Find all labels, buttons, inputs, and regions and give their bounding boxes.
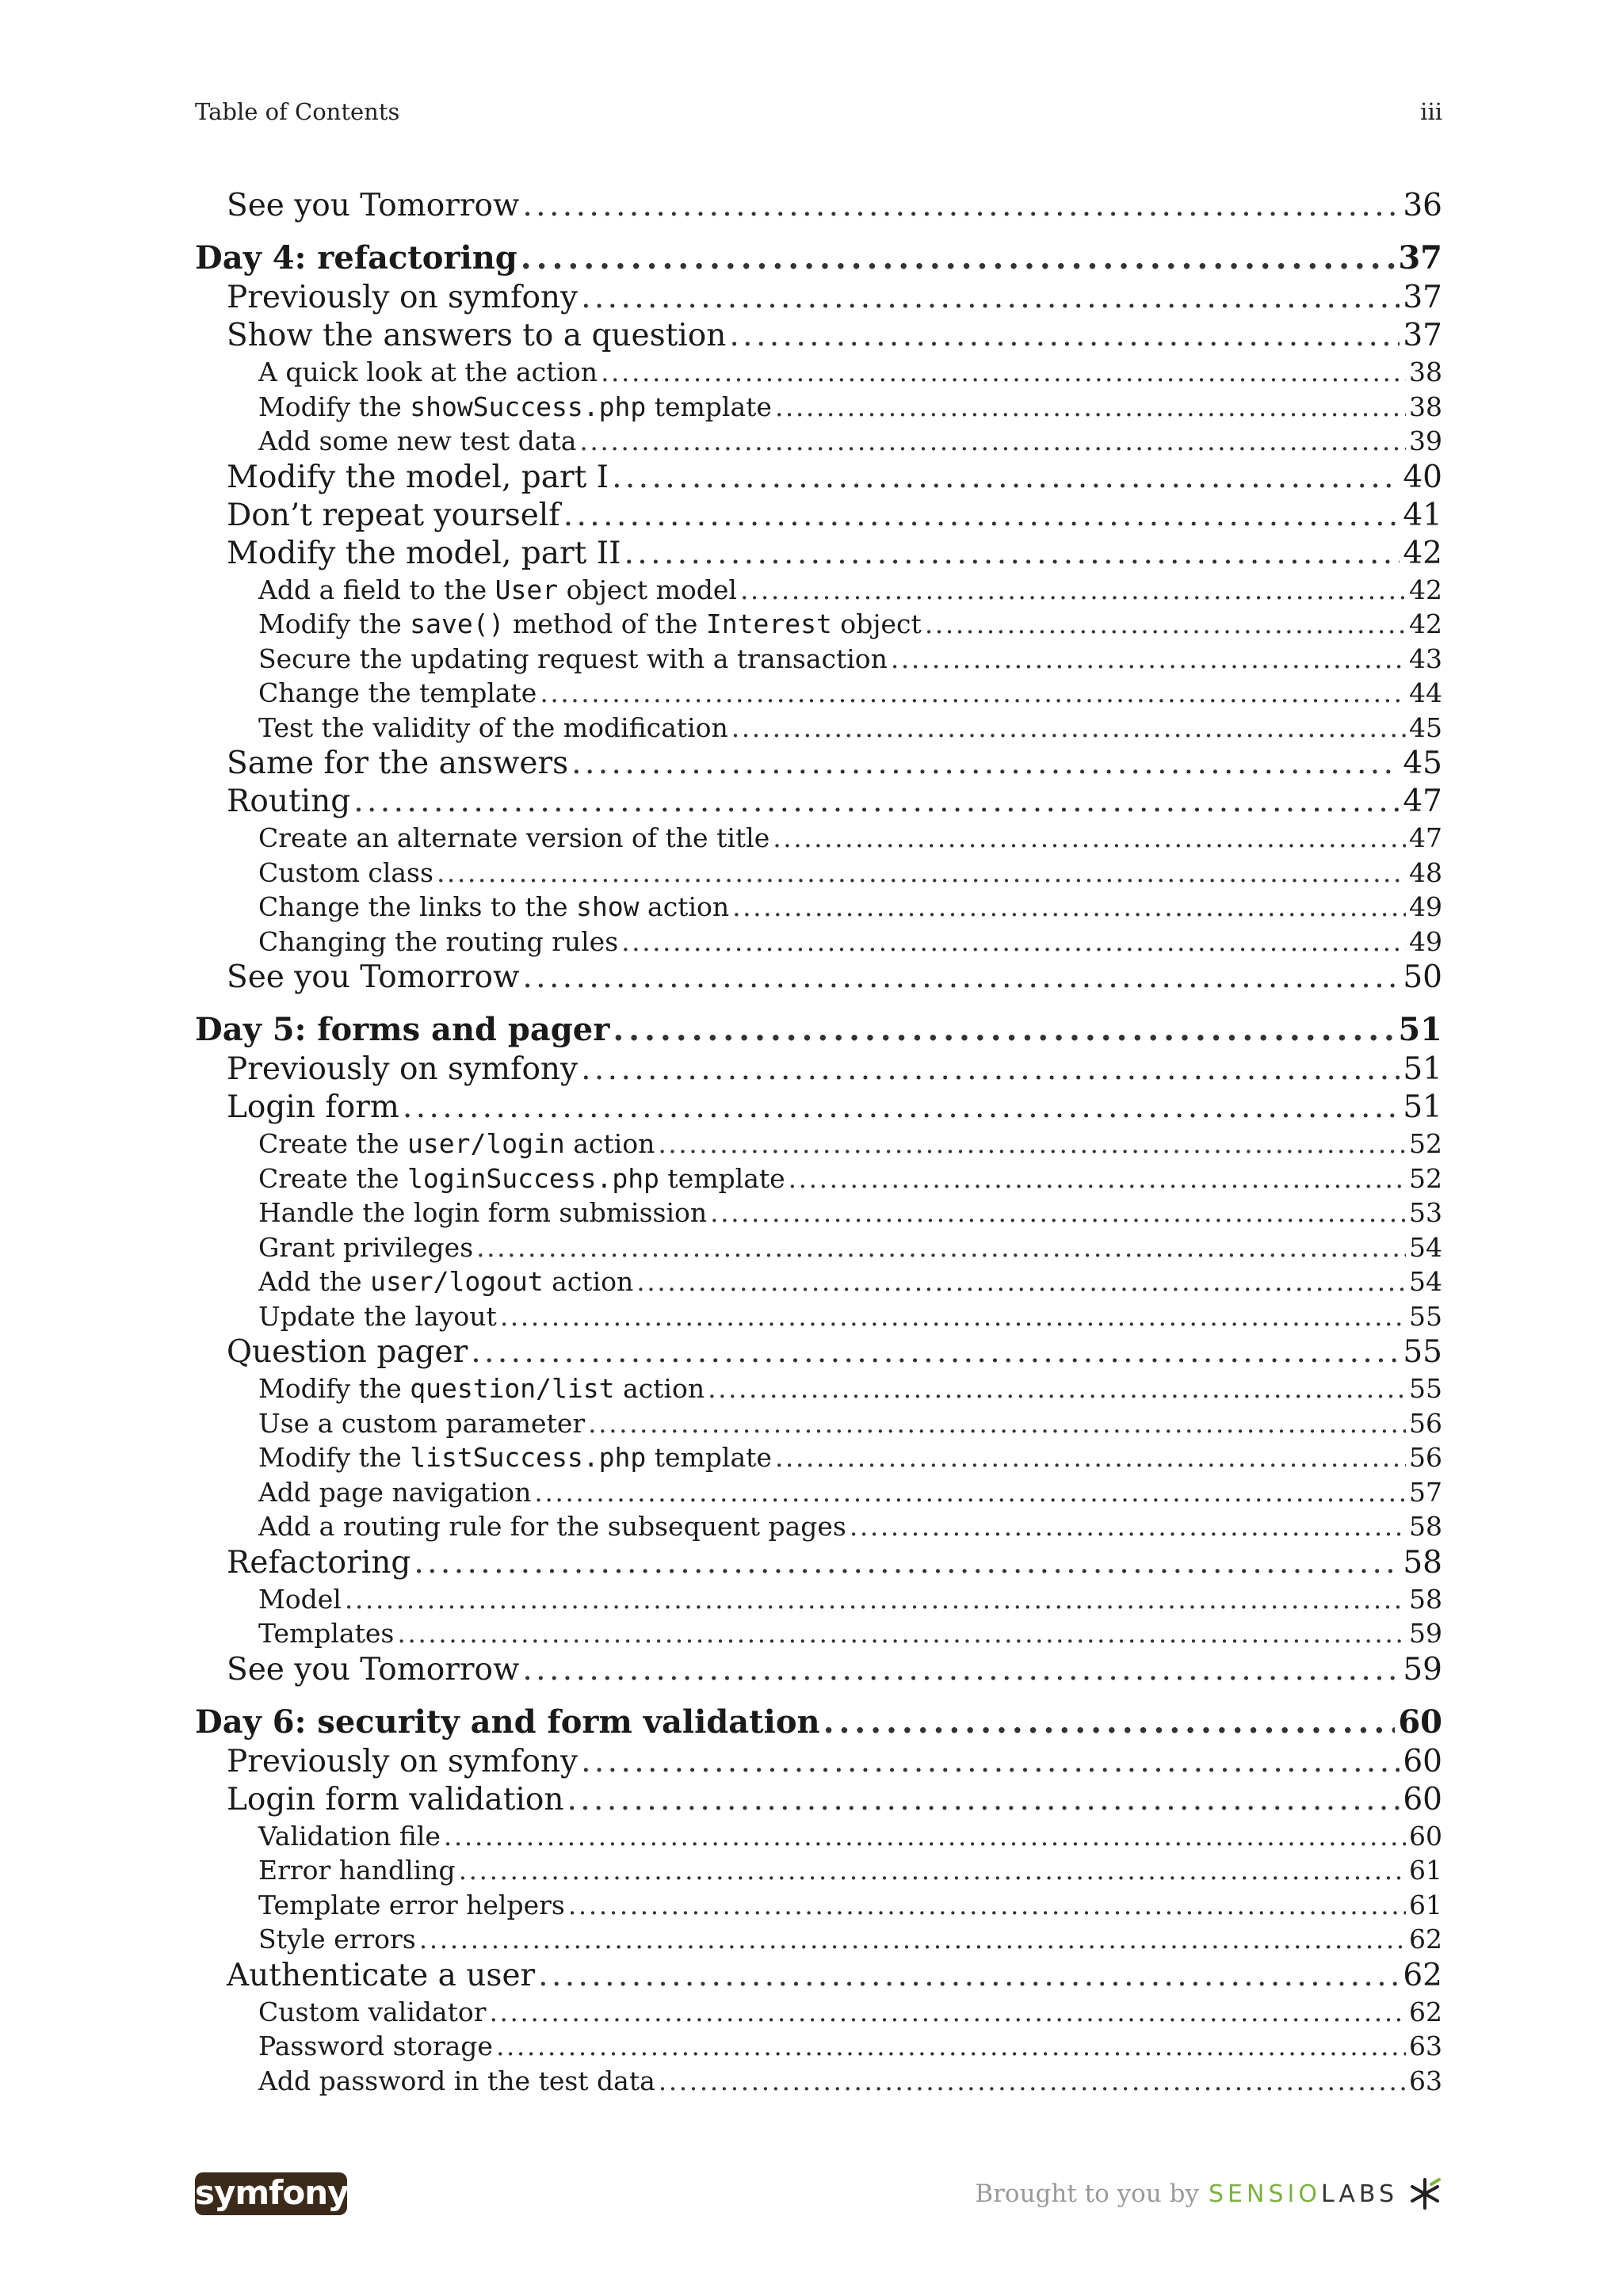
toc-entry-title (227, 1651, 519, 1689)
dot-leader (823, 1702, 1396, 1743)
text-fragment: Grant privileges (258, 1231, 474, 1263)
dot-leader (444, 1819, 1406, 1854)
toc-page-number: 44 (1409, 677, 1442, 708)
text-fragment: Model (258, 1583, 342, 1615)
dot-leader (345, 1582, 1406, 1617)
toc-entry-title (227, 317, 726, 355)
text-fragment: Modify the model, part I (227, 459, 609, 495)
dot-leader (659, 2064, 1406, 2099)
toc-subsection[interactable] (195, 676, 1442, 711)
toc-subsection[interactable] (195, 2029, 1442, 2064)
code-fragment: question/list (410, 1373, 615, 1404)
toc-entry-title (258, 424, 576, 459)
toc-page-number: 56 (1409, 1407, 1442, 1439)
text-fragment: Use a custom parameter (258, 1407, 586, 1439)
toc-section[interactable] (195, 959, 1442, 997)
text-fragment: Template error helpers (258, 1889, 565, 1920)
toc-subsection[interactable] (195, 607, 1442, 642)
text-fragment: Day 5: forms and pager (195, 1011, 610, 1048)
toc-page-number: 50 (1403, 959, 1442, 995)
toc-section[interactable] (195, 1781, 1442, 1819)
text-fragment: See you Tomorrow (227, 959, 520, 995)
toc-page-number: 60 (1403, 1781, 1442, 1817)
dot-leader (581, 1743, 1400, 1781)
toc-section[interactable] (195, 1051, 1442, 1089)
toc-page-number: 60 (1409, 1820, 1442, 1852)
toc-page-number: 51 (1403, 1089, 1442, 1125)
toc-entry-title (195, 1009, 609, 1051)
dot-leader (571, 745, 1400, 783)
toc-page-number: 37 (1403, 318, 1442, 353)
dot-leader (850, 1509, 1406, 1544)
toc-entry-title (258, 1440, 772, 1475)
toc-subsection[interactable] (195, 1475, 1442, 1510)
toc-page-number: 48 (1409, 856, 1442, 888)
toc-page-number: 45 (1409, 711, 1442, 743)
text-fragment: Refactoring (227, 1544, 411, 1581)
dot-leader (624, 535, 1400, 573)
toc-page-number: 61 (1409, 1889, 1442, 1920)
dot-leader (710, 1196, 1406, 1230)
dot-leader (708, 1371, 1406, 1406)
toc-page-number: 62 (1409, 1924, 1442, 1955)
toc-entry-title (258, 2064, 655, 2099)
text-fragment: Login form (227, 1089, 399, 1125)
dot-leader (581, 1051, 1400, 1089)
dot-leader (612, 459, 1400, 497)
dot-leader (601, 355, 1406, 390)
toc-page-number: 42 (1409, 574, 1442, 605)
toc-subsection[interactable] (195, 1127, 1442, 1161)
toc-page-number: 63 (1409, 2065, 1442, 2096)
dot-leader (540, 676, 1406, 711)
text-fragment: Day 6: security and form validation (195, 1703, 820, 1741)
toc-subsection[interactable] (195, 925, 1442, 959)
dot-leader (476, 1230, 1406, 1265)
toc-page-number: 51 (1398, 1011, 1442, 1048)
text-fragment: Custom class (258, 856, 433, 888)
code-fragment: show (576, 891, 640, 922)
text-fragment: Previously on symfony (227, 1051, 579, 1087)
dot-leader (588, 1406, 1406, 1441)
toc-subsection[interactable] (195, 1616, 1442, 1651)
text-fragment: Password storage (258, 2031, 493, 2061)
dot-leader (658, 1127, 1406, 1161)
toc-section[interactable] (195, 535, 1442, 573)
dot-leader (521, 238, 1396, 279)
toc-page-number: 55 (1403, 1334, 1442, 1370)
toc-entry-title (227, 187, 519, 225)
text-fragment: Create the (258, 1128, 408, 1159)
text-fragment: Add the (258, 1266, 371, 1297)
code-fragment: showSuccess.php (410, 391, 647, 422)
toc-subsection[interactable] (195, 1161, 1442, 1196)
dot-leader (621, 925, 1406, 959)
toc-chapter[interactable] (195, 1702, 1442, 1743)
toc-subsection[interactable] (195, 1819, 1442, 1854)
dot-leader (496, 2029, 1406, 2064)
toc-entry-title (258, 890, 729, 925)
toc-section[interactable] (195, 497, 1442, 535)
toc-subsection[interactable] (195, 856, 1442, 891)
toc-page-number: 61 (1409, 1855, 1442, 1886)
toc-entry-title (258, 711, 728, 746)
dot-leader (522, 959, 1400, 997)
text-fragment: Modify the (258, 391, 411, 422)
brand-part-a: SENSIO (1209, 2180, 1321, 2208)
text-fragment: Style errors (258, 1924, 416, 1955)
credit-text: Brought to you by (975, 2180, 1200, 2208)
text-fragment: action (564, 1128, 655, 1159)
toc-section[interactable] (195, 783, 1442, 821)
toc-section[interactable] (195, 187, 1442, 225)
text-fragment: Previously on symfony (227, 280, 579, 315)
text-fragment: Add a routing rule for the subsequent pages (258, 1511, 846, 1542)
toc-page-number: 53 (1409, 1197, 1442, 1228)
toc-page-number: 63 (1409, 2031, 1442, 2061)
dot-leader (581, 279, 1400, 317)
toc-page-number: 39 (1409, 425, 1442, 456)
toc-page-number: 55 (1409, 1300, 1442, 1332)
symfony-logo: symfony (195, 2172, 347, 2215)
text-fragment: Add page navigation (258, 1476, 532, 1508)
toc-section[interactable] (195, 279, 1442, 317)
text-fragment: Add password in the test data (258, 2065, 655, 2096)
toc-page-number: 60 (1403, 1743, 1442, 1779)
sensiolabs-wordmark (1209, 2180, 1398, 2208)
dot-leader (419, 1922, 1406, 1957)
toc-entry-title (227, 1544, 411, 1582)
dot-leader (773, 821, 1406, 856)
dot-leader (397, 1616, 1406, 1651)
text-fragment: template (646, 1442, 772, 1473)
dot-leader (567, 1781, 1400, 1819)
toc-entry-title (258, 925, 618, 959)
text-fragment: See you Tomorrow (227, 188, 520, 223)
toc-page-number: 43 (1409, 643, 1442, 674)
toc-entry-title (227, 959, 519, 997)
toc-page-number: 54 (1409, 1231, 1442, 1263)
code-fragment: listSuccess.php (410, 1442, 647, 1473)
toc-page-number: 62 (1403, 1957, 1442, 1993)
dot-leader (403, 1089, 1400, 1127)
text-fragment: See you Tomorrow (227, 1651, 520, 1688)
text-fragment: Create the (258, 1162, 408, 1194)
toc-entry-title (227, 1957, 535, 1995)
toc-entry-title (227, 783, 350, 821)
code-fragment: user/logout (370, 1266, 544, 1297)
toc-subsection[interactable] (195, 2064, 1442, 2099)
toc-page-number: 47 (1403, 784, 1442, 819)
sensiolabs-star-icon (1407, 2176, 1442, 2211)
text-fragment: Show the answers to a question (227, 318, 727, 353)
toc-entry-title (258, 1406, 585, 1441)
dot-leader (925, 607, 1406, 642)
toc-page-number: 51 (1403, 1051, 1442, 1087)
toc-entry-title (258, 1995, 486, 2030)
toc-entry-title (258, 1819, 441, 1854)
toc-page-number: 37 (1398, 239, 1442, 277)
toc-page-number: 42 (1409, 608, 1442, 639)
dot-leader (613, 1009, 1395, 1051)
dot-leader (775, 1440, 1406, 1475)
toc-entry-title (258, 1196, 707, 1230)
toc-page-number: 59 (1409, 1618, 1442, 1649)
toc-subsection[interactable] (195, 1509, 1442, 1544)
toc-entry-title (258, 821, 769, 856)
toc-subsection[interactable] (195, 573, 1442, 608)
toc-page-number: 52 (1409, 1162, 1442, 1194)
toc-page-number: 57 (1409, 1476, 1442, 1508)
toc-page-number: 38 (1409, 391, 1442, 422)
toc-subsection[interactable] (195, 1582, 1442, 1617)
dot-leader (579, 424, 1406, 459)
toc-subsection[interactable] (195, 355, 1442, 390)
page-number: iii (1420, 98, 1442, 125)
toc-entry-title (227, 497, 560, 535)
toc-entry-title (227, 1333, 468, 1371)
toc-entry-title (227, 459, 609, 497)
toc-page-number: 36 (1403, 188, 1442, 223)
dot-leader (489, 1995, 1406, 2030)
toc-entry-title (227, 279, 578, 317)
table-of-contents (195, 187, 1442, 2098)
code-fragment: save() (410, 608, 505, 639)
toc-entry-title (227, 1089, 399, 1127)
dot-leader (459, 1853, 1406, 1888)
toc-page-number: 54 (1409, 1266, 1442, 1297)
toc-subsection[interactable] (195, 1922, 1442, 1957)
toc-page-number: 58 (1409, 1511, 1442, 1542)
text-fragment: action (639, 891, 730, 922)
footer-credit (975, 2172, 1442, 2215)
toc-entry-title (258, 1475, 531, 1510)
toc-subsection[interactable] (195, 1264, 1442, 1299)
toc-page-number: 42 (1403, 535, 1442, 571)
toc-subsection[interactable] (195, 1853, 1442, 1888)
text-fragment: template (659, 1162, 785, 1194)
toc-subsection[interactable] (195, 1406, 1442, 1441)
toc-entry-title (258, 1509, 846, 1544)
toc-entry-title (195, 238, 517, 279)
toc-section[interactable] (195, 1089, 1442, 1127)
text-fragment: A quick look at the action (258, 357, 598, 387)
text-fragment: Login form validation (227, 1781, 564, 1817)
text-fragment: Modify the (258, 1373, 411, 1404)
toc-section[interactable] (195, 459, 1442, 497)
text-fragment: action (543, 1266, 634, 1297)
dot-leader (500, 1299, 1406, 1334)
dot-leader (414, 1544, 1400, 1582)
toc-entry-title (258, 390, 772, 425)
text-fragment: Templates (258, 1618, 395, 1649)
dot-leader (731, 711, 1406, 746)
toc-subsection[interactable] (195, 1995, 1442, 2030)
text-fragment: Same for the answers (227, 746, 569, 781)
toc-section[interactable] (195, 1333, 1442, 1371)
toc-entry-title (258, 355, 598, 390)
text-fragment: Question pager (227, 1334, 468, 1370)
dot-leader (732, 890, 1406, 925)
toc-section[interactable] (195, 1544, 1442, 1582)
toc-section[interactable] (195, 745, 1442, 783)
text-fragment: Change the links to the (258, 891, 577, 922)
dot-leader (775, 390, 1406, 425)
toc-page-number: 55 (1409, 1373, 1442, 1404)
toc-subsection[interactable] (195, 642, 1442, 677)
dot-leader (789, 1161, 1406, 1196)
toc-subsection[interactable] (195, 1299, 1442, 1334)
toc-subsection[interactable] (195, 424, 1442, 459)
text-fragment: Create an alternate version of the title (258, 822, 770, 853)
toc-page-number: 49 (1409, 891, 1442, 922)
toc-entry-title (258, 1264, 633, 1299)
toc-entry-title (227, 1743, 578, 1781)
toc-page-number: 40 (1403, 459, 1442, 495)
toc-page-number: 49 (1409, 925, 1442, 957)
dot-leader (568, 1888, 1406, 1923)
toc-page-number: 37 (1403, 280, 1442, 315)
text-fragment: Custom validator (258, 1996, 487, 2027)
code-fragment: user/login (407, 1128, 565, 1159)
text-fragment: Modify the (258, 608, 411, 639)
code-fragment: User (495, 574, 559, 605)
text-fragment: template (646, 391, 772, 422)
toc-page-number: 56 (1409, 1442, 1442, 1473)
toc-page-number: 58 (1409, 1583, 1442, 1615)
toc-entry-title (258, 1161, 785, 1196)
text-fragment: Add a field to the (258, 574, 495, 605)
text-fragment: Error handling (258, 1855, 456, 1886)
toc-entry-title (258, 856, 433, 891)
dot-leader (563, 497, 1400, 535)
dot-leader (522, 187, 1400, 225)
text-fragment: object (831, 608, 922, 639)
toc-subsection[interactable] (195, 711, 1442, 746)
dot-leader (534, 1475, 1406, 1510)
toc-subsection[interactable] (195, 1371, 1442, 1406)
dot-leader (538, 1957, 1400, 1995)
text-fragment: Previously on symfony (227, 1743, 579, 1779)
dot-leader (353, 783, 1400, 821)
text-fragment: Handle the login form submission (258, 1197, 708, 1228)
text-fragment: Day 4: refactoring (195, 239, 517, 277)
toc-section[interactable] (195, 1957, 1442, 1995)
text-fragment: Modify the model, part II (227, 535, 621, 571)
toc-page-number: 41 (1403, 497, 1442, 533)
toc-page-number: 45 (1403, 746, 1442, 781)
toc-page-number: 59 (1403, 1651, 1442, 1688)
text-fragment: action (614, 1373, 705, 1404)
toc-chapter[interactable] (195, 1009, 1442, 1051)
toc-entry-title (258, 607, 922, 642)
running-header (195, 98, 1442, 125)
toc-entry-title (227, 745, 568, 783)
dot-leader (729, 317, 1400, 355)
text-fragment: Authenticate a user (227, 1957, 536, 1993)
toc-entry-title (227, 535, 621, 573)
toc-entry-title (258, 1230, 473, 1265)
toc-entry-title (258, 676, 537, 711)
toc-entry-title (258, 1299, 497, 1334)
text-fragment: Change the template (258, 677, 537, 708)
toc-subsection[interactable] (195, 1888, 1442, 1923)
toc-page-number: 47 (1409, 822, 1442, 853)
dot-leader (522, 1651, 1400, 1689)
toc-page-number: 60 (1398, 1703, 1442, 1741)
toc-section[interactable] (195, 317, 1442, 355)
dot-leader (891, 642, 1406, 677)
dot-leader (636, 1264, 1406, 1299)
toc-entry-title (258, 1888, 565, 1923)
toc-subsection[interactable] (195, 890, 1442, 925)
text-fragment: Test the validity of the modification (258, 711, 728, 743)
code-fragment: loginSuccess.php (407, 1162, 659, 1194)
toc-page-number: 62 (1409, 1996, 1442, 2027)
toc-subsection[interactable] (195, 821, 1442, 856)
toc-entry-title (258, 573, 737, 608)
toc-section[interactable] (195, 1743, 1442, 1781)
toc-page-number: 38 (1409, 357, 1442, 387)
text-fragment: object model (558, 574, 737, 605)
dot-leader (471, 1333, 1400, 1371)
toc-entry-title (258, 642, 888, 677)
text-fragment: Don’t repeat yourself (227, 497, 560, 533)
text-fragment: Modify the (258, 1442, 411, 1473)
toc-entry-title (227, 1781, 563, 1819)
text-fragment: method of the (504, 608, 706, 639)
toc-subsection[interactable] (195, 1230, 1442, 1265)
toc-entry-title (227, 1051, 578, 1089)
toc-subsection[interactable] (195, 1196, 1442, 1230)
brand-part-b: LABS (1320, 2180, 1398, 2208)
toc-entry-title (258, 1922, 416, 1957)
text-fragment: Routing (227, 784, 351, 819)
header-title: Table of Contents (195, 98, 400, 125)
toc-chapter[interactable] (195, 238, 1442, 279)
text-fragment: Update the layout (258, 1300, 497, 1332)
text-fragment: Add some new test data (258, 425, 577, 456)
toc-page-number: 52 (1409, 1128, 1442, 1159)
dot-leader (437, 856, 1406, 891)
toc-entry-title (195, 1702, 820, 1743)
toc-entry-title (258, 1616, 394, 1651)
toc-entry-title (258, 1371, 705, 1406)
toc-section[interactable] (195, 1651, 1442, 1689)
text-fragment: Changing the routing rules (258, 925, 619, 957)
toc-entry-title (258, 1853, 456, 1888)
toc-page-number: 58 (1403, 1544, 1442, 1581)
toc-entry-title (258, 1127, 655, 1161)
text-fragment: Validation file (258, 1820, 441, 1852)
toc-subsection[interactable] (195, 1440, 1442, 1475)
text-fragment: Secure the updating request with a transaction (258, 643, 888, 674)
toc-entry-title (258, 1582, 342, 1617)
toc-subsection[interactable] (195, 390, 1442, 425)
toc-entry-title (258, 2029, 493, 2064)
dot-leader (740, 573, 1406, 608)
code-fragment: Interest (705, 608, 832, 639)
